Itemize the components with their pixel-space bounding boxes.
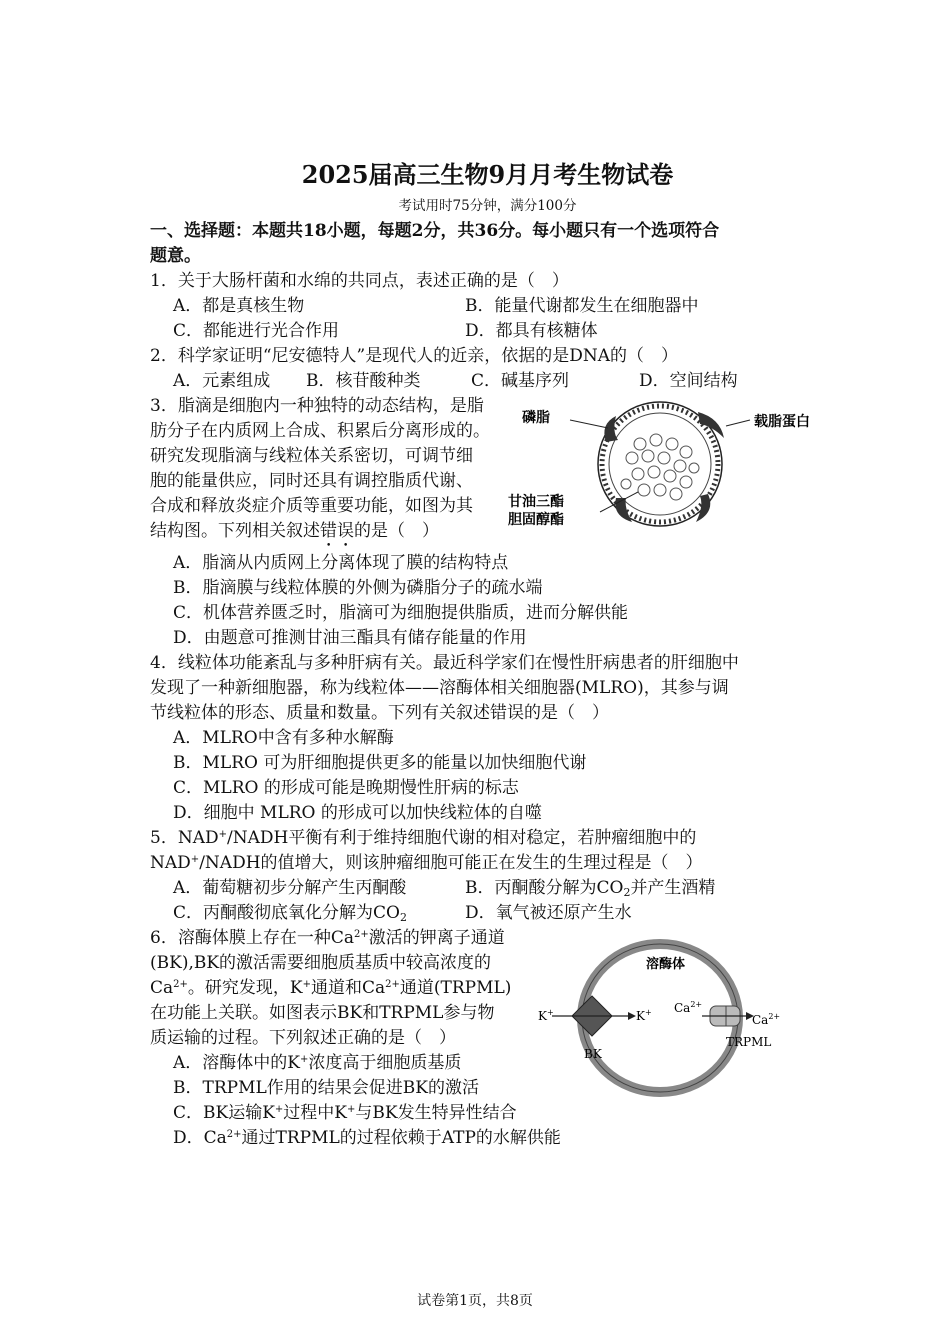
- lipid-droplet-figure: [508, 394, 810, 544]
- option-b[interactable]: B．脂滴膜与线粒体膜的外侧为磷脂分子的疏水端: [173, 578, 543, 598]
- option-b[interactable]: B．丙酮酸分解为$CO_2$并产生酒精: [465, 878, 716, 899]
- lipid-droplet-diagram: [508, 394, 810, 544]
- question-stem: 6．溶酶体膜上存在一种$Ca^{2+}$激活的钾离子通道 (BK),BK的激活需要细胞质基质中较高浓度的 $Ca^{2+}$。研究发现，K+通道和$Ca^{2+}$通道(TRPML) 在功能上关联。如图表示BK和TRPML参与物 质运输的过程。下列叙述正确的是（ ） A．溶酶体中的K+浓度高于细胞质基质 B．TRPML作用的结果会促进BK的激活: [150, 928, 512, 1098]
- option-b[interactable]: B．TRPML作用的结果会促进BK的激活: [173, 1078, 479, 1098]
- option-d[interactable]: D．空间结构: [639, 371, 738, 391]
- option-c[interactable]: C．丙酮酸彻底氧化分解为$CO_2$: [173, 903, 407, 924]
- option-c[interactable]: C．BK运输K+过程中K+与BK发生特异性结合: [173, 1103, 517, 1123]
- question-stem: 2．科学家证明“尼安德特人”是现代人的近亲，依据的是DNA的（ ）: [150, 346, 678, 366]
- question-stem: 3．脂滴是细胞内一种独特的动态结构，是脂 肪分子在内质网上合成、积累后分离形成的。 研究发现脂滴与线粒体关系密切，可调节细 胞的能量供应，同时还具有调控脂质代谢、 合成和释放炎症介质等重要功能，如图为其 结构图。下列相关叙述错误的是（ ）: [150, 396, 490, 541]
- option-a[interactable]: A．元素组成: [173, 371, 271, 391]
- option-b[interactable]: B．能量代谢都发生在细胞器中: [465, 296, 699, 316]
- question-stem: 5．NAD+/NADH平衡有利于维持细胞代谢的相对稳定，若肿瘤细胞中的 NAD+/NADH的值增大，则该肿瘤细胞可能正在发生的生理过程是（ ）: [150, 828, 703, 873]
- svg-text:K+: K+: [636, 1008, 652, 1023]
- option-d[interactable]: D．$Ca^{2+}$通过TRPML的过程依赖于ATP的水解供能: [173, 1128, 561, 1148]
- section-heading: 一、选择题：本题共18小题，每题2分，共36分。每小题只有一个选项符合 题意。: [150, 221, 720, 266]
- page-footer: 试卷第1页，共8页: [417, 1293, 533, 1309]
- option-c[interactable]: C．MLRO 的形成可能是晚期慢性肝病的标志: [173, 778, 519, 798]
- question-stem: 1．关于大肠杆菌和水绵的共同点，表述正确的是（ ）: [150, 271, 569, 291]
- label-trpml: TRPML: [726, 1035, 772, 1049]
- exam-info: 考试用时75分钟，满分100分: [398, 198, 577, 214]
- emphasis-wrong: 错误: [320, 521, 354, 541]
- option-b[interactable]: B．MLRO 可为肝细胞提供更多的能量以加快细胞代谢: [173, 753, 587, 773]
- option-a[interactable]: A．都是真核生物: [173, 296, 305, 316]
- question-1: [150, 269, 810, 344]
- question-stem: 4．线粒体功能紊乱与多种肝病有关。最近科学家们在慢性肝病患者的肝细胞中 发现了一种新细胞器，称为线粒体——溶酶体相关细胞器(MLRO)，其参与调 节线粒体的形态、质量和数量。下列有关叙述错误的是（ ）: [150, 653, 739, 723]
- question-4: [150, 651, 810, 826]
- option-a[interactable]: A．葡萄糖初步分解产生丙酮酸: [173, 878, 407, 898]
- svg-text:Ca2+: $Ca^{2+}$: [674, 1000, 703, 1015]
- label-lysosome: 溶酶体: [646, 957, 686, 972]
- option-a[interactable]: A．MLRO中含有多种水解酶: [173, 728, 394, 748]
- label-triglyceride: 甘油三酯: [508, 494, 564, 510]
- option-b[interactable]: B．核苷酸种类: [306, 371, 421, 391]
- option-d[interactable]: D．细胞中 MLRO 的形成可以加快线粒体的自噬: [173, 803, 542, 823]
- option-c[interactable]: C．碱基序列: [471, 371, 570, 391]
- label-phospholipid: 磷脂: [522, 410, 550, 426]
- label-cholesterol-ester: 胆固醇酯: [508, 512, 564, 528]
- label-apolipoprotein: 载脂蛋白: [754, 414, 810, 430]
- question-3: [150, 394, 810, 651]
- option-c[interactable]: C．机体营养匮乏时，脂滴可为细胞提供脂质，进而分解供能: [173, 603, 629, 623]
- question-6: [150, 926, 810, 1151]
- option-d[interactable]: D．都具有核糖体: [465, 321, 598, 341]
- option-c[interactable]: C．都能进行光合作用: [173, 321, 340, 341]
- label-bk: BK: [584, 1047, 602, 1061]
- question-2: [150, 344, 810, 394]
- option-a[interactable]: A．脂滴从内质网上分离体现了膜的结构特点: [173, 553, 509, 573]
- svg-text:K+: K+: [538, 1008, 554, 1023]
- question-5: [150, 826, 810, 926]
- option-d[interactable]: D．由题意可推测甘油三酯具有储存能量的作用: [173, 628, 527, 648]
- lysosome-figure: [538, 926, 781, 1096]
- option-d[interactable]: D．氧气被还原产生水: [465, 903, 632, 923]
- lipid-droplet-outer: [598, 402, 724, 526]
- lysosome-diagram: [538, 926, 781, 1096]
- pointer-line: [726, 420, 750, 426]
- pointer-line: [570, 420, 608, 428]
- svg-text:Ca2+: $Ca^{2+}$: [752, 1012, 781, 1027]
- option-a[interactable]: A．溶酶体中的K+浓度高于细胞质基质: [173, 1053, 462, 1073]
- page-title: 2025届高三生物9月月考生物试卷: [301, 160, 674, 189]
